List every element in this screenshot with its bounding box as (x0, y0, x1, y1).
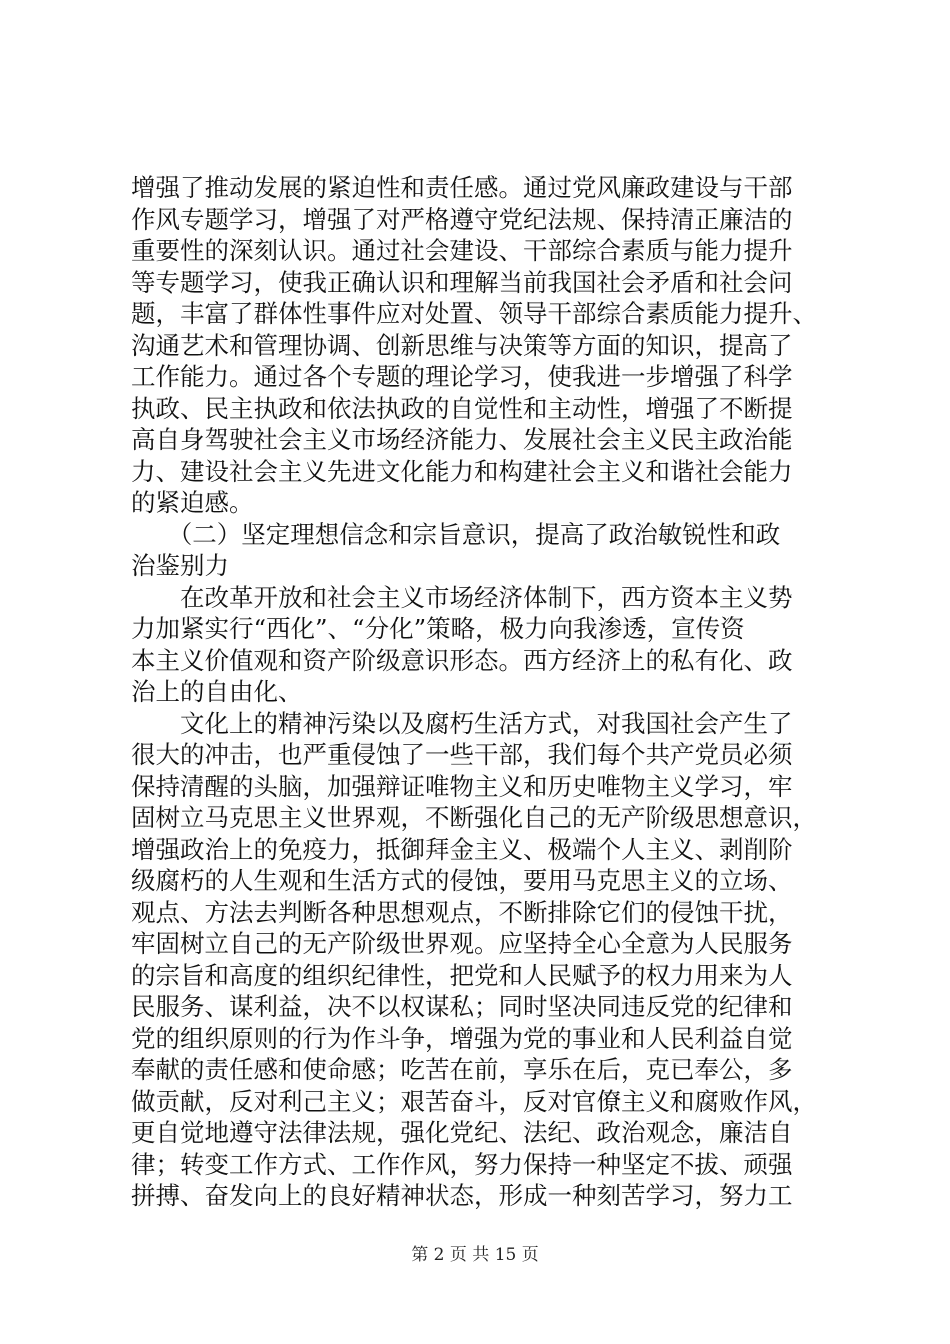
text-line: 治上的自由化、 (131, 677, 303, 706)
text-line: 的宗旨和高度的组织纪律性，把党和人民赋予的权力用来为人 (131, 960, 793, 990)
text-line: 观点、方法去判断各种思想观点，不断排除它们的侵蚀干扰， (131, 897, 793, 927)
text-line: 党的组织原则的行为作斗争，增强为党的事业和人民利益自觉 (131, 1023, 793, 1053)
text-line: 在改革开放和社会主义市场经济体制下，西方资本主义势 (131, 582, 793, 612)
text-line: 力、建设社会主义先进文化能力和构建社会主义和谐社会能力 (131, 456, 793, 486)
text-line: 的紧迫感。 (131, 488, 254, 517)
text-line: 级腐朽的人生观和生活方式的侵蚀，要用马克思主义的立场、 (131, 866, 793, 895)
text-line: 律；转变工作方式、工作作风，努力保持一种坚定不拔、顽强 (131, 1149, 793, 1179)
text-line: 力加紧实行“西化”、“分化”策略，极力向我渗透，宣传资 (131, 614, 745, 643)
text-line: 工作能力。通过各个专题的理论学习，使我进一步增强了科学 (131, 362, 793, 391)
text-line: 很大的冲击，也严重侵蚀了一些干部，我们每个共产党员必须 (131, 740, 793, 769)
text-line: 增强了推动发展的紧迫性和责任感。通过党风廉政建设与干部 (131, 173, 793, 202)
text-line: 做贡献，反对利己主义；艰苦奋斗，反对官僚主义和腐败作风， (131, 1086, 817, 1116)
text-line: 民服务、谋利益，决不以权谋私；同时坚决同违反党的纪律和 (131, 992, 793, 1021)
text-line: 增强政治上的免疫力，抵御拜金主义、极端个人主义、剥削阶 (131, 834, 793, 864)
text-line: 牢固树立自己的无产阶级世界观。应坚持全心全意为人民服务 (131, 929, 793, 958)
text-line: 治鉴别力 (131, 551, 229, 580)
text-line: 执政、民主执政和依法执政的自觉性和主动性，增强了不断提 (131, 393, 793, 423)
text-line: 本主义价值观和资产阶级意识形态。西方经济上的私有化、政 (131, 645, 793, 675)
text-line: 更自觉地遵守法律法规，强化党纪、法纪、政治观念，廉洁自 (131, 1118, 793, 1147)
page-footer: 第 2 页 共 15 页 (411, 1245, 539, 1265)
text-line: 重要性的深刻认识。通过社会建设、干部综合素质与能力提升 (131, 236, 793, 265)
text-line: 文化上的精神污染以及腐朽生活方式，对我国社会产生了 (131, 708, 793, 738)
text-line: 作风专题学习，增强了对严格遵守党纪法规、保持清正廉洁的 (131, 204, 793, 234)
text-line: 奉献的责任感和使命感；吃苦在前，享乐在后，克已奉公，多 (131, 1055, 793, 1084)
text-line: 题，丰富了群体性事件应对处置、领导干部综合素质能力提升、 (131, 299, 817, 328)
text-line: 高自身驾驶社会主义市场经济能力、发展社会主义民主政治能 (131, 425, 793, 454)
text-line: 沟通艺术和管理协调、创新思维与决策等方面的知识，提高了 (131, 330, 793, 360)
text-line: 拼搏、奋发向上的良好精神状态，形成一种刻苦学习，努力工 (131, 1181, 793, 1210)
text-line: 等专题学习，使我正确认识和理解当前我国社会矛盾和社会问 (131, 267, 793, 297)
text-line: 保持清醒的头脑，加强辩证唯物主义和历史唯物主义学习，牢 (131, 771, 793, 801)
text-line: 固树立马克思主义世界观，不断强化自己的无产阶级思想意识， (131, 803, 817, 832)
text-line: （二）坚定理想信念和宗旨意识，提高了政治敏锐性和政 (131, 519, 781, 549)
body-text (131, 172, 841, 1212)
